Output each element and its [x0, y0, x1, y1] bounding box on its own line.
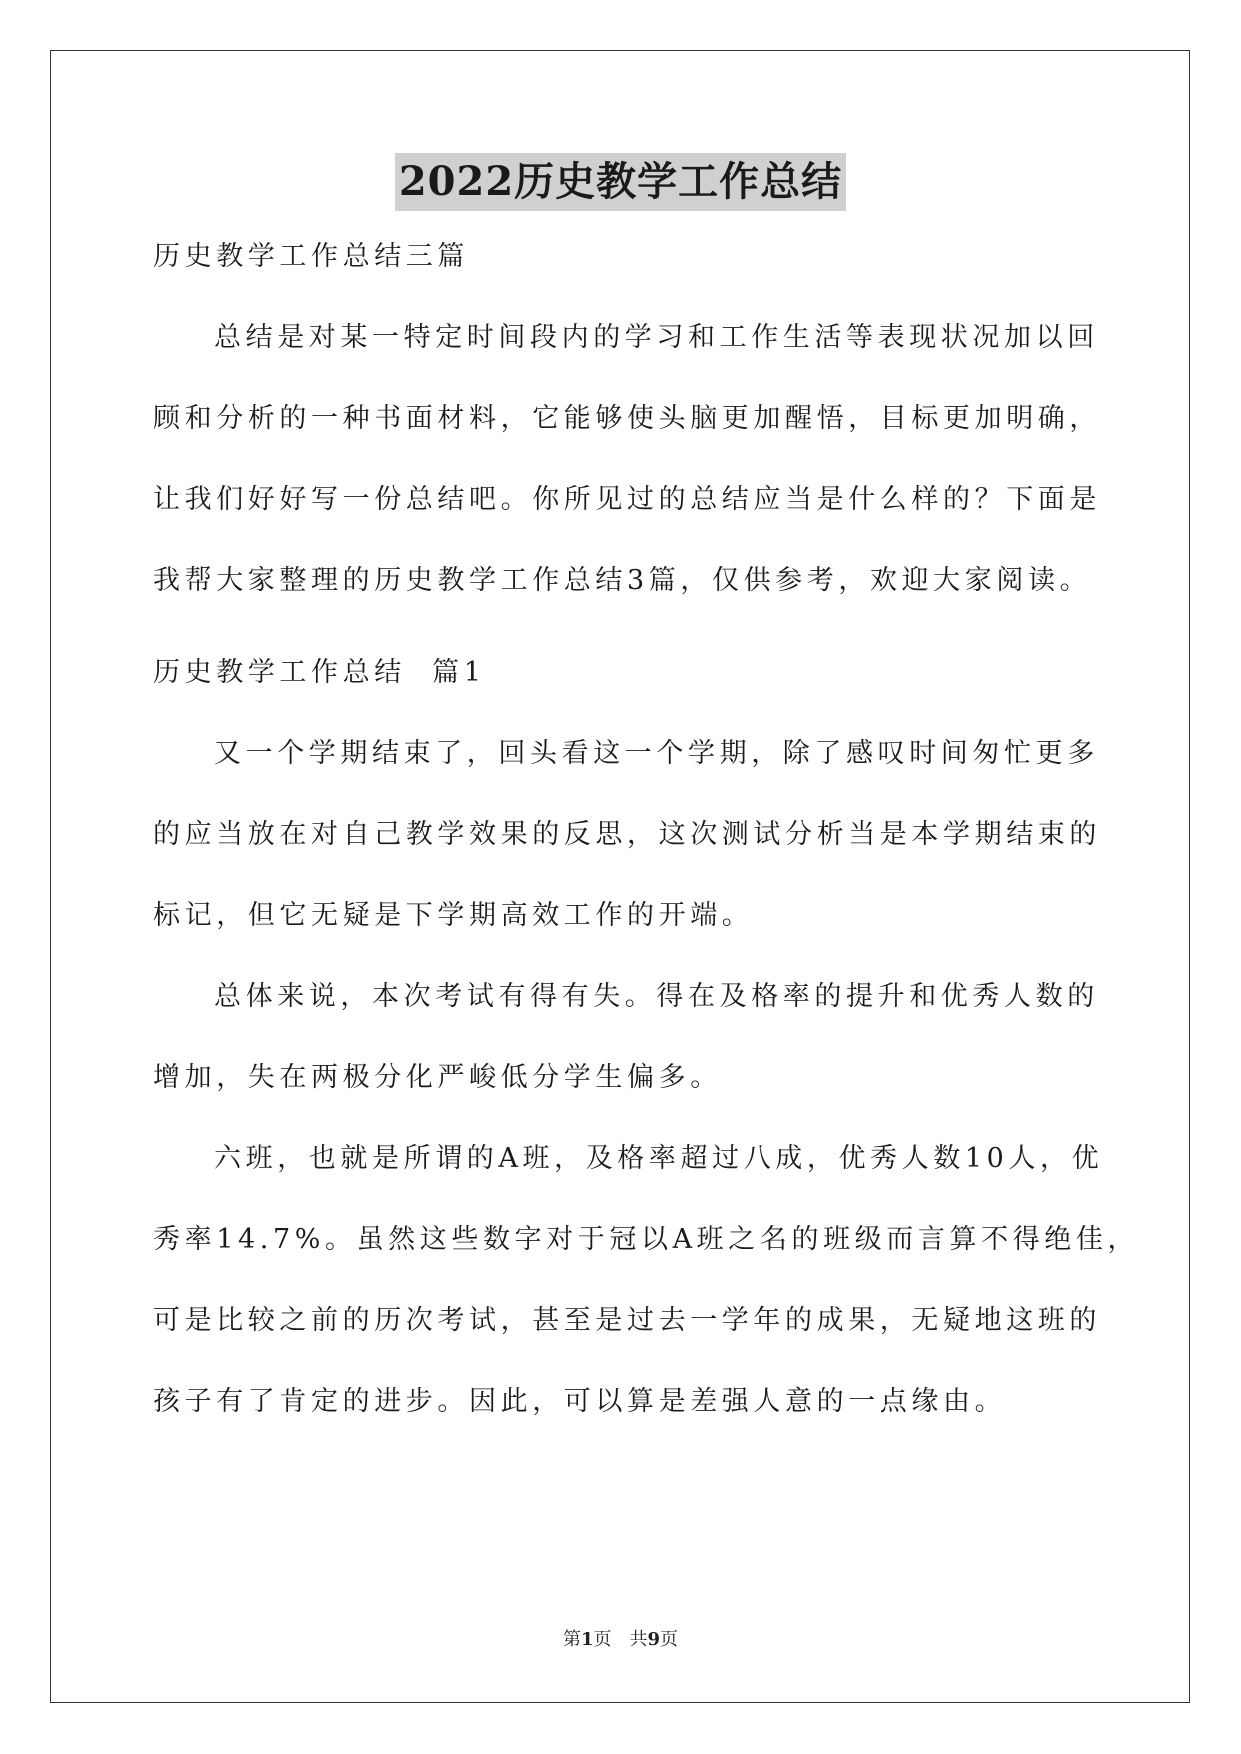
intro-paragraph	[153, 297, 1101, 621]
footer-page-suffix: 页	[593, 1629, 612, 1650]
intro-line-1: 总结是对某一特定时间段内的学习和工作生活等表现状况加以回	[214, 322, 1099, 353]
page-footer	[0, 1625, 1241, 1651]
intro-line-2: 顾和分析的一种书面材料，它能够使头脑更加醒悟，目标更加明确，	[153, 403, 1101, 434]
section1-para3-line-1: 六班，也就是所谓的A班，及格率超过八成，优秀人数10人，优	[214, 1143, 1104, 1174]
footer-total-prefix: 共	[629, 1629, 648, 1650]
title-container	[0, 153, 1241, 211]
document-subtitle: 历史教学工作总结三篇	[153, 241, 469, 272]
section1-paragraph-3	[153, 1118, 1140, 1442]
footer-page-total: 9	[647, 1629, 661, 1650]
document-title: 2022历史教学工作总结	[395, 153, 846, 211]
section1-para2-line-1: 总体来说，本次考试有得有失。得在及格率的提升和优秀人数的	[214, 981, 1099, 1012]
section1-paragraph-2	[153, 956, 1099, 1118]
section1-para1-line-2: 的应当放在对自己教学效果的反思，这次测试分析当是本学期结束的	[153, 819, 1101, 850]
section1-heading: 历史教学工作总结 篇1	[153, 657, 486, 688]
section1-para1-line-1: 又一个学期结束了，回头看这一个学期，除了感叹时间匆忙更多	[214, 738, 1099, 769]
document-subtitle-block	[153, 216, 1093, 297]
footer-total-suffix: 页	[660, 1629, 679, 1650]
section1-paragraph-1	[153, 713, 1101, 956]
section1-para3-line-2: 秀率14.7%。虽然这些数字对于冠以A班之名的班级而言算不得绝佳，	[153, 1224, 1140, 1255]
section1-heading-block	[153, 632, 1093, 713]
footer-page-current: 1	[580, 1629, 594, 1650]
section1-para3-line-3: 可是比较之前的历次考试，甚至是过去一学年的成果，无疑地这班的	[153, 1305, 1101, 1336]
intro-line-4: 我帮大家整理的历史教学工作总结3篇，仅供参考，欢迎大家阅读。	[153, 565, 1092, 596]
footer-page-prefix: 第	[562, 1629, 581, 1650]
intro-line-3: 让我们好好写一份总结吧。你所见过的总结应当是什么样的？下面是	[153, 484, 1101, 515]
section1-para1-line-3: 标记，但它无疑是下学期高效工作的开端。	[153, 900, 754, 931]
section1-para2-line-2: 增加，失在两极分化严峻低分学生偏多。	[153, 1062, 722, 1093]
section1-para3-line-4: 孩子有了肯定的进步。因此，可以算是差强人意的一点缘由。	[153, 1386, 1007, 1417]
